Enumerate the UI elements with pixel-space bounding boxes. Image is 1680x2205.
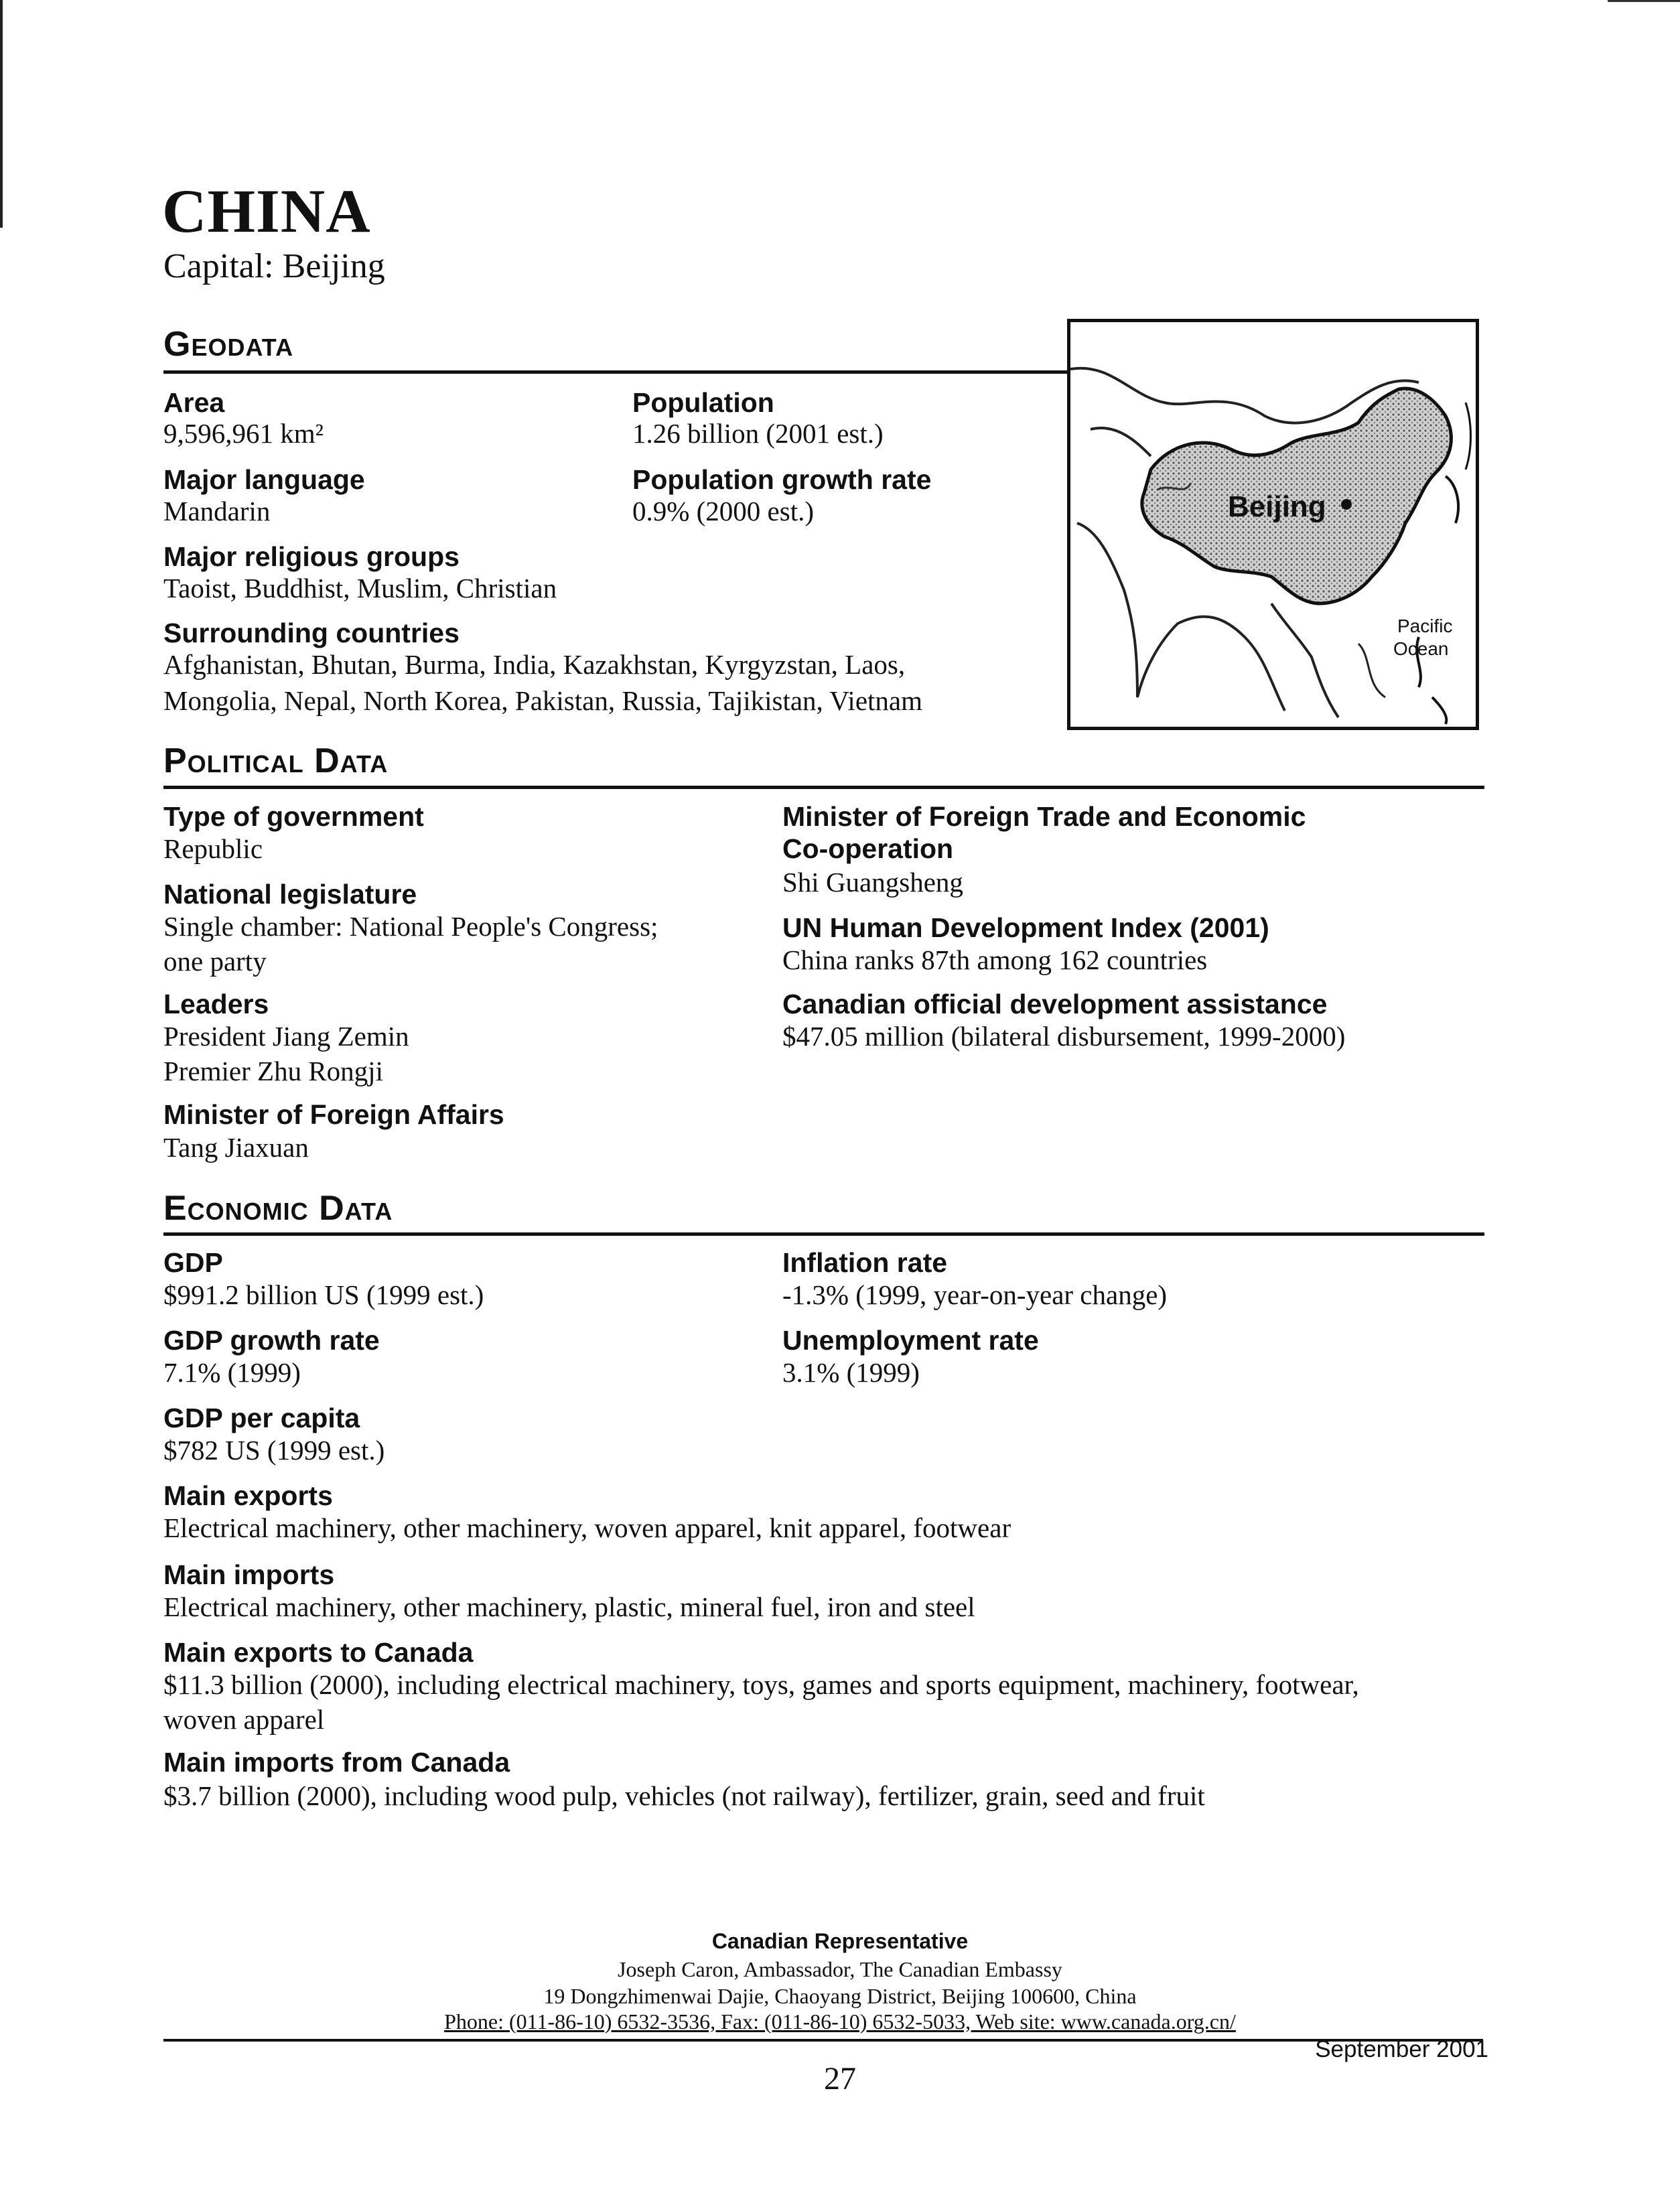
inflation-value: -1.3% (1999, year-on-year change) bbox=[782, 1279, 1168, 1310]
ocean-label-line1: Pacific bbox=[1397, 616, 1453, 636]
foreign-affairs-label: Minister of Foreign Affairs bbox=[163, 1099, 504, 1130]
trade-minister-label-line2: Co-operation bbox=[782, 833, 954, 864]
footer-rule bbox=[163, 2039, 1483, 2042]
exports-value: Electrical machinery, other machinery, woven apparel, knit apparel, footwear bbox=[163, 1512, 1011, 1543]
gdp-per-capita-label: GDP per capita bbox=[163, 1403, 360, 1433]
unemployment-value: 3.1% (1999) bbox=[782, 1357, 920, 1388]
surrounding-line1: Afghanistan, Bhutan, Burma, India, Kazakhstan, Kyrgyzstan, Laos, bbox=[163, 649, 906, 680]
page-title: CHINA bbox=[162, 177, 371, 245]
legislature-line1: Single chamber: National People's Congress; bbox=[163, 911, 658, 942]
imports-label: Main imports bbox=[163, 1559, 335, 1590]
religion-label: Major religious groups bbox=[163, 541, 460, 572]
legislature-label: National legislature bbox=[163, 879, 417, 910]
page-number: 27 bbox=[824, 2061, 856, 2096]
imports-from-canada-label: Main imports from Canada bbox=[163, 1747, 510, 1778]
publication-date: September 2001 bbox=[1315, 2036, 1488, 2062]
beijing-marker bbox=[1341, 499, 1352, 510]
trade-minister-value: Shi Guangsheng bbox=[782, 867, 963, 898]
imports-from-canada-value: $3.7 billion (2000), including wood pulp, vehicles (not railway), fertilizer, grain, seed and fruit bbox=[163, 1780, 1205, 1811]
growth-value: 0.9% (2000 est.) bbox=[632, 496, 815, 526]
leaders-line2: Premier Zhu Rongji bbox=[163, 1056, 383, 1086]
legislature-line2: one party bbox=[163, 946, 267, 977]
representative-line2: 19 Dongzhimenwai Dajie, Chaoyang District, Beijing 100600, China bbox=[543, 1984, 1137, 2008]
leaders-line1: President Jiang Zemin bbox=[163, 1021, 409, 1052]
political-rule bbox=[163, 786, 1484, 789]
china-map bbox=[1067, 319, 1479, 730]
ocean-label-line2: Ocean bbox=[1393, 638, 1449, 659]
scan-edge-top bbox=[1608, 0, 1680, 2]
representative-line1: Joseph Caron, Ambassador, The Canadian Embassy bbox=[618, 1957, 1062, 1981]
exports-to-canada-line2: woven apparel bbox=[163, 1704, 325, 1735]
hdi-label: UN Human Development Index (2001) bbox=[782, 912, 1269, 943]
exports-to-canada-line1: $11.3 billion (2000), including electrical machinery, toys, games and sports equipment, machinery, footwear, bbox=[163, 1669, 1359, 1700]
surrounding-label: Surrounding countries bbox=[163, 618, 460, 648]
gdp-growth-label: GDP growth rate bbox=[163, 1325, 380, 1356]
language-value: Mandarin bbox=[163, 496, 271, 526]
oda-value: $47.05 million (bilateral disbursement, 1999-2000) bbox=[782, 1021, 1346, 1052]
oda-label: Canadian official development assistance bbox=[782, 989, 1328, 1019]
gov-value: Republic bbox=[163, 833, 263, 864]
foreign-affairs-value: Tang Jiaxuan bbox=[163, 1132, 309, 1163]
hdi-value: China ranks 87th among 162 countries bbox=[782, 944, 1208, 975]
surrounding-line2: Mongolia, Nepal, North Korea, Pakistan, Russia, Tajikistan, Vietnam bbox=[163, 685, 923, 716]
leaders-label: Leaders bbox=[163, 989, 269, 1019]
beijing-label: Beijing bbox=[1228, 490, 1326, 523]
area-label: Area bbox=[163, 387, 225, 418]
population-label: Population bbox=[632, 387, 774, 418]
language-label: Major language bbox=[163, 464, 365, 495]
gdp-label: GDP bbox=[163, 1247, 223, 1278]
geodata-heading: Geodata bbox=[163, 325, 294, 364]
religion-value: Taoist, Buddhist, Muslim, Christian bbox=[163, 573, 557, 603]
gdp-growth-value: 7.1% (1999) bbox=[163, 1357, 301, 1388]
economic-heading: Economic Data bbox=[163, 1189, 393, 1228]
representative-heading: Canadian Representative bbox=[711, 1929, 969, 1953]
gdp-value: $991.2 billion US (1999 est.) bbox=[163, 1279, 484, 1310]
gdp-per-capita-value: $782 US (1999 est.) bbox=[163, 1435, 385, 1466]
representative-line3: Phone: (011-86-10) 6532-3536, Fax: (011-86-10) 6532-5033, Web site: www.canada.org.cn/ bbox=[444, 2009, 1236, 2034]
exports-label: Main exports bbox=[163, 1480, 333, 1511]
capital-subtitle: Capital: Beijing bbox=[163, 247, 385, 285]
imports-value: Electrical machinery, other machinery, plastic, mineral fuel, iron and steel bbox=[163, 1591, 975, 1622]
inflation-label: Inflation rate bbox=[782, 1247, 948, 1278]
unemployment-label: Unemployment rate bbox=[782, 1325, 1039, 1356]
exports-to-canada-label: Main exports to Canada bbox=[163, 1637, 474, 1668]
economic-rule bbox=[163, 1232, 1484, 1236]
political-heading: Political Data bbox=[163, 741, 389, 780]
scan-edge-left bbox=[0, 0, 3, 228]
area-value: 9,596,961 km² bbox=[163, 418, 324, 449]
geodata-rule bbox=[163, 370, 1069, 374]
trade-minister-label-line1: Minister of Foreign Trade and Economic bbox=[782, 801, 1306, 832]
growth-label: Population growth rate bbox=[632, 464, 932, 495]
gov-label: Type of government bbox=[163, 801, 424, 832]
population-value: 1.26 billion (2001 est.) bbox=[632, 418, 884, 449]
